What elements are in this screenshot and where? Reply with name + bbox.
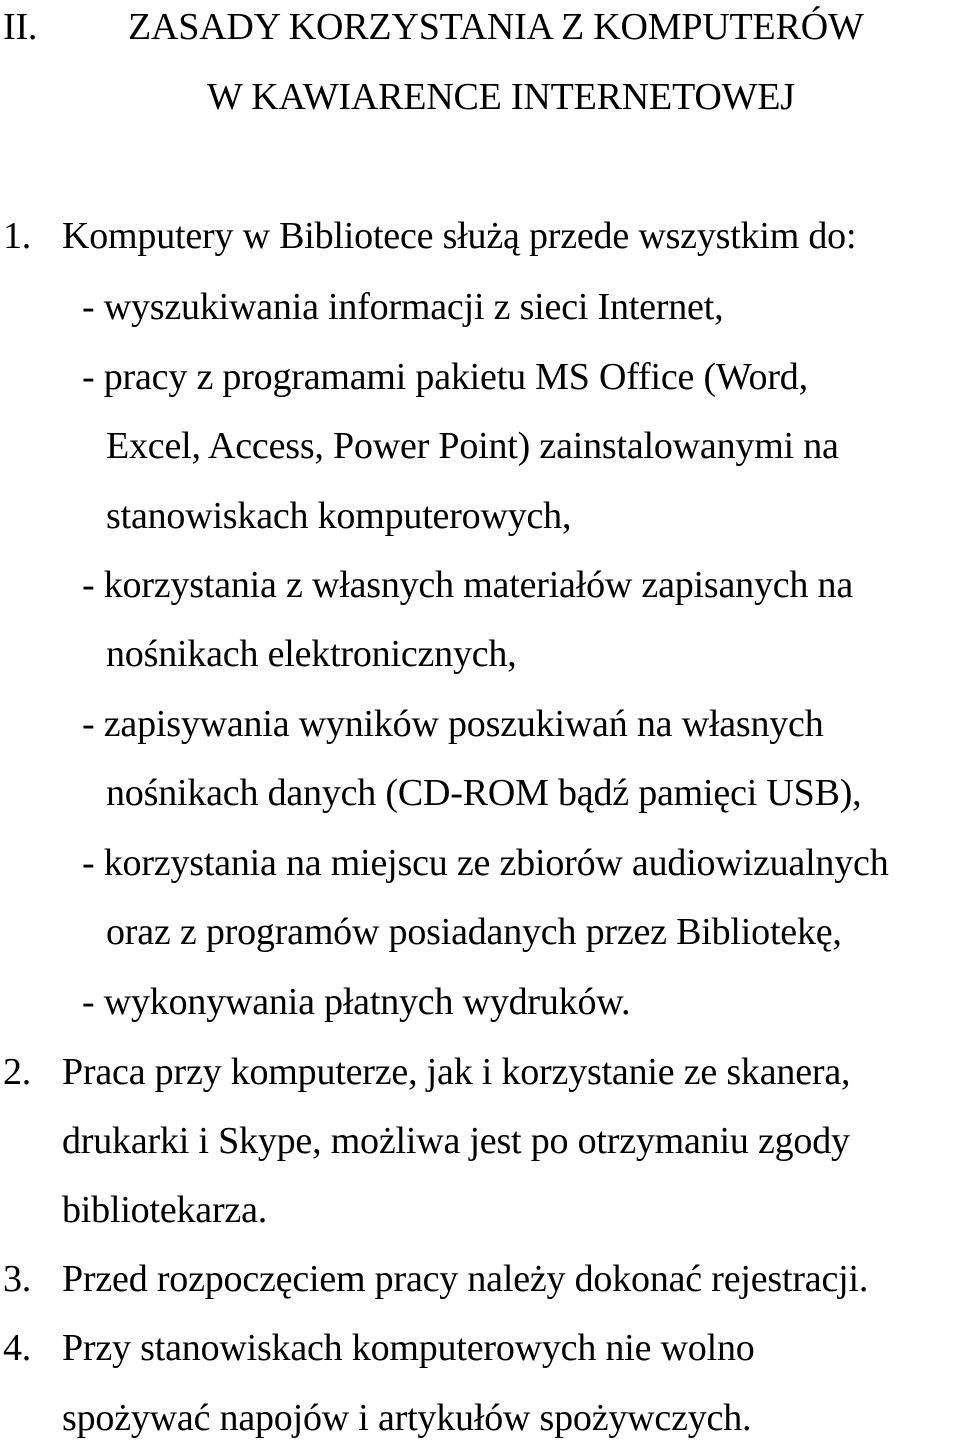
item-1-bullet-5-line-2: oraz z programów posiadanych przez Bibliotekę, <box>106 911 842 953</box>
item-2-line-1: Praca przy komputerze, jak i korzystanie ze skanera, <box>62 1051 851 1093</box>
item-2-number: 2. <box>3 1051 32 1093</box>
item-1-bullet-2-line-3: stanowiskach komputerowych, <box>106 495 572 537</box>
item-4-number: 4. <box>3 1327 32 1369</box>
item-1-bullet-2-line-1: - pracy z programami pakietu MS Office (Word, <box>82 356 808 398</box>
item-4-line-2: spożywać napojów i artykułów spożywczych. <box>62 1397 752 1439</box>
section-title-line-2: W KAWIARENCE INTERNETOWEJ <box>207 76 795 118</box>
item-1-bullet-2-line-2: Excel, Access, Power Point) zainstalowanymi na <box>106 425 839 467</box>
section-title-line-1: ZASADY KORZYSTANIA Z KOMPUTERÓW <box>128 6 864 48</box>
item-3-line-1: Przed rozpoczęciem pracy należy dokonać rejestracji. <box>62 1258 869 1300</box>
item-2-line-2: drukarki i Skype, możliwa jest po otrzymaniu zgody <box>62 1120 850 1162</box>
item-1-bullet-5-line-1: - korzystania na miejscu ze zbiorów audiowizualnych <box>82 842 889 884</box>
item-3-number: 3. <box>3 1258 32 1300</box>
item-1-bullet-3-line-1: - korzystania z własnych materiałów zapisanych na <box>82 564 853 606</box>
section-number: II. <box>3 6 38 48</box>
item-1-bullet-3-line-2: nośnikach elektronicznych, <box>106 633 517 675</box>
item-2-line-3: bibliotekarza. <box>62 1189 268 1231</box>
item-1-bullet-4-line-2: nośnikach danych (CD-ROM bądź pamięci USB), <box>106 772 862 814</box>
item-1-number: 1. <box>3 215 32 257</box>
item-1-bullet-1: - wyszukiwania informacji z sieci Internet, <box>82 286 724 328</box>
item-1-text: Komputery w Bibliotece służą przede wszystkim do: <box>62 215 857 257</box>
item-4-line-1: Przy stanowiskach komputerowych nie wolno <box>62 1327 755 1369</box>
item-1-bullet-6: - wykonywania płatnych wydruków. <box>82 981 631 1023</box>
item-1-bullet-4-line-1: - zapisywania wyników poszukiwań na własnych <box>82 703 824 745</box>
